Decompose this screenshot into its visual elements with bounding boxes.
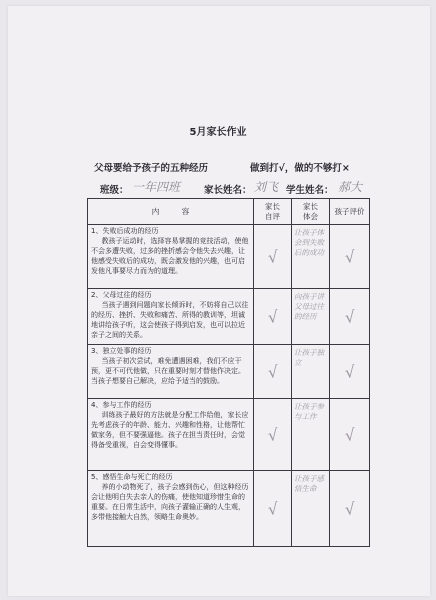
parent-note: 让孩子参与工作 [292,399,330,471]
table-row [88,345,370,399]
parent-name-value: 刘飞 [254,180,279,194]
header-experience: 家长 体会 [292,199,330,225]
row-body: 当孩子初次尝试，难免遭遇困难，我们不应干预，更不可代他做，只在重要时刻才替他作决定。当孩子想要自己解决，应给予适当的鼓励。 [91,356,245,385]
table-row [88,471,370,547]
table-row [88,225,370,289]
check-mark-icon: √ [266,361,279,382]
check-mark-icon: √ [343,306,356,327]
parent-note: 让孩子感悟生命 [292,471,330,547]
parent-note: 让孩子独立 [292,345,330,399]
row-heading: 2、父母过往的经历 [91,291,152,299]
row-body: 教孩子运动时，选择容易掌握的竞技活动，使他不会多遭失败，过多的挫折感会令他失去兴趣，让他感受失败后的成功，既会激发他的兴趣，也可启发他凡事要尽力而为的道理。 [91,236,249,275]
parent-note: 让孩子体会到失败后的成功 [292,225,330,289]
row-heading: 3、独立处事的经历 [91,347,152,355]
check-mark-icon: √ [266,498,279,519]
check-mark-icon: √ [343,424,356,445]
homework-table [87,198,370,547]
student-name-label: 学生姓名： [286,185,334,196]
info-row [100,180,390,200]
row-heading: 5、感悟生命与死亡的经历 [91,473,173,481]
row-body: 养的小动物死了，孩子会感到伤心，但这种经历会让他明白失去亲人的伤痛，使他知道珍惜生命的重要。在日常生活中，向孩子灌输正确的人生观，多带他接触大自然，领略生命奥妙。 [91,482,249,521]
table-row [88,289,370,345]
table-row [88,399,370,471]
header-content: 内 容 [88,199,254,225]
page-title: 5月家长作业 [189,127,247,138]
header-child-eval: 孩子评价 [330,199,370,225]
row-heading: 1、失败后成功的经历 [91,227,159,235]
check-mark-icon: √ [266,246,279,267]
row-body: 训练孩子最好的方法就是分配工作给他，家长应先考虑孩子的年龄、能力、兴趣和性格，让他帮忙做家务，但不要强逼他。孩子在担当责任时，会觉得备受重视，自会变得懂事。 [91,410,249,449]
check-mark-icon: √ [343,361,356,382]
parent-note: 向孩子讲父母过往的经历 [292,289,330,345]
check-mark-icon: √ [266,306,279,327]
check-mark-icon: √ [343,246,356,267]
check-mark-icon: √ [343,498,356,519]
row-body: 当孩子遇到问题向家长倾诉时，不妨将自己以往的经历、挫折、失败和痛苦、所得的教训等，坦诚地讲给孩子听，这会使孩子得到启发，也可以拉近亲子之间的关系。 [91,300,249,339]
instruction-text: 做到打√，做的不够打× [250,163,350,174]
check-mark-icon: √ [266,424,279,445]
header-self-eval: 家长 自评 [254,199,292,225]
row-heading: 4、参与工作的经历 [91,401,152,409]
subtitle: 父母要给予孩子的五种经历 [94,163,209,174]
parent-name-label: 家长姓名： [204,185,252,196]
student-name-value: 郝大 [338,180,363,194]
class-label: 班级： [100,185,129,196]
class-value: 一年四班 [132,180,181,194]
